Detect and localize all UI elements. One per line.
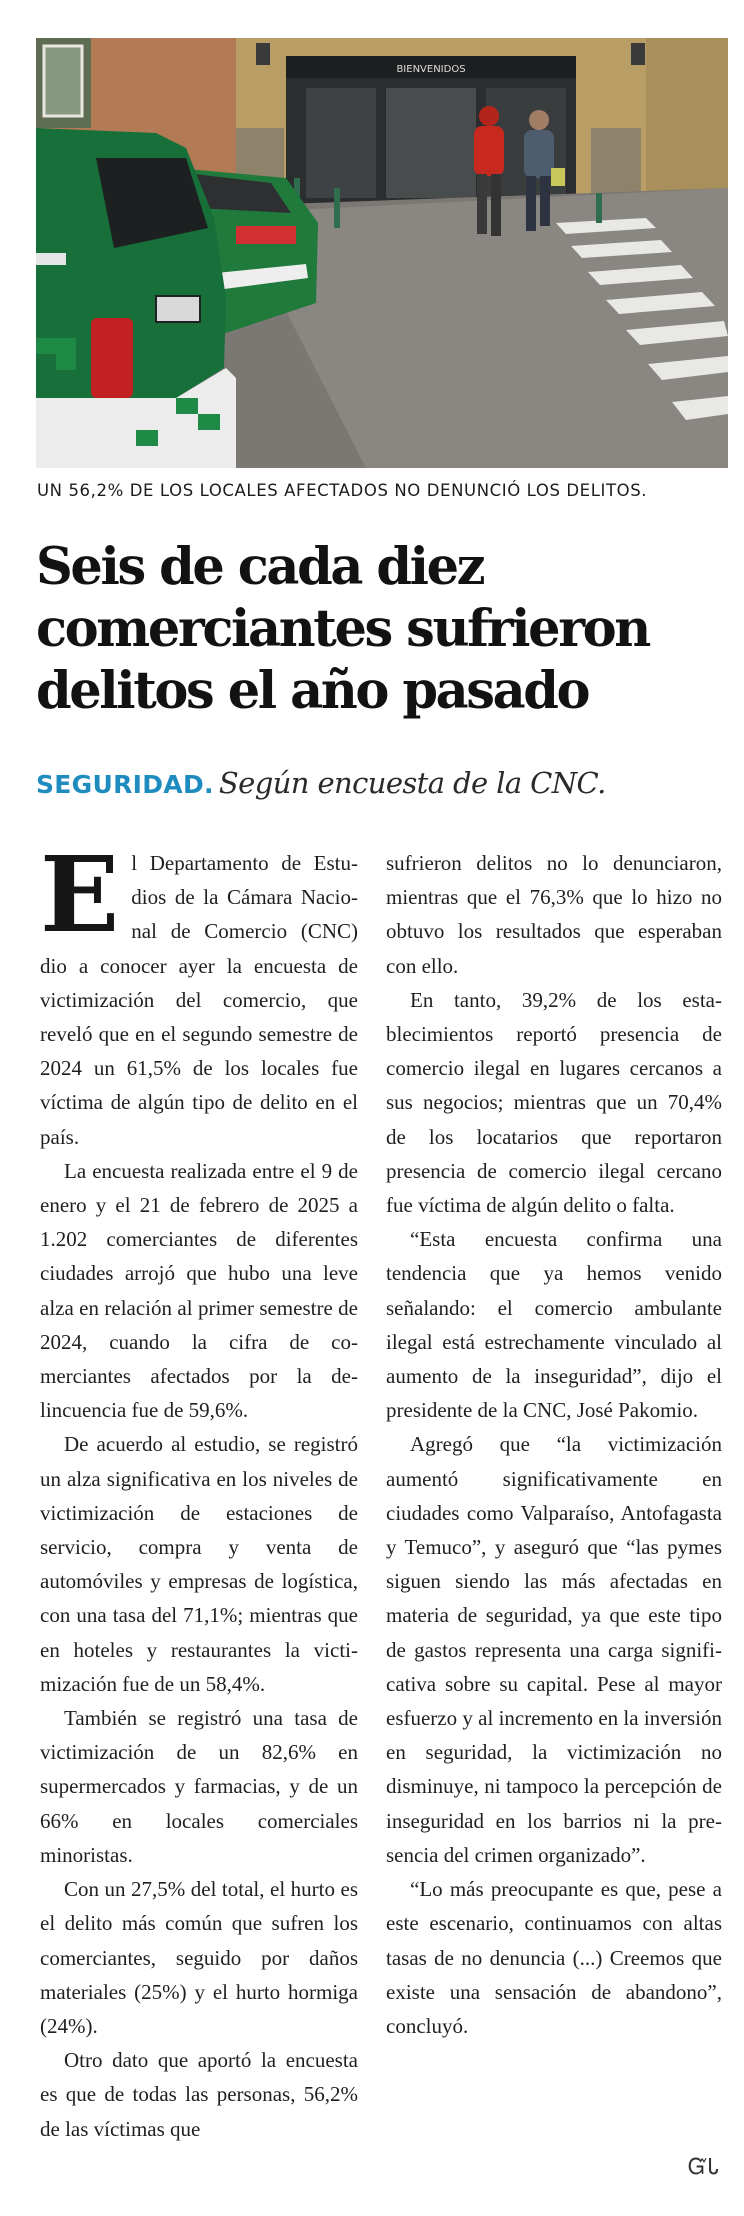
section-label: SEGURIDAD. <box>36 770 214 799</box>
paragraph: sufrieron delitos no lo denunciaron, mientras que el 76,3% que lo hizo no obtuvo los resultados que esperaban con ello. <box>386 851 722 978</box>
drop-cap: E <box>40 833 120 956</box>
article-column-1 <box>40 833 358 2146</box>
paragraph-text: l Departamento de Estudios de la Cámara Nacional de Comercio (CNC) dio a conocer ayer la encuesta de victimización del comercio, que reveló que en el segundo semestre de 2024 un 61,5% de los locales fue víctima de algún tipo de delito en el país. <box>40 851 358 1149</box>
headline-line-2: comerciantes sufrieron <box>36 599 649 659</box>
paragraph: De acuerdo al estudio, se registró un alza significativa en los niveles de victimización de estaciones de servicio, compra y venta de automóviles y empresas de logística, con una tasa del 71,1%; mientras que en hoteles y restaurantes la victimización fue de un 58,4%. <box>40 1432 358 1696</box>
deck-text: Según encuesta de la CNC. <box>218 766 606 800</box>
storefront-sign: BIENVENIDOS <box>396 64 466 75</box>
paragraph: Otro dato que aportó la encuesta es que de todas las personas, 56,2% de las víctimas que <box>40 2048 358 2141</box>
article-column-2 <box>386 846 722 2043</box>
article-photo <box>36 38 728 468</box>
paragraph: Con un 27,5% del total, el hurto es el delito más común que sufren los comerciantes, seguido por daños materiales (25%) y el hurto hormiga (24%). <box>40 1877 358 2038</box>
end-mark-icon: ᏳᏓ <box>688 2155 720 2180</box>
paragraph: En tanto, 39,2% de los establecimientos reportó presencia de comercio ilegal en lugares cercanos a sus negocios; mientras que un 70,4% de los locatarios que reportaron presencia de comercio ilegal cercano fue víctima de algún delito o falta. <box>386 987 722 1218</box>
kicker <box>36 766 736 800</box>
storefront-scene <box>36 38 728 468</box>
paragraph: La encuesta realizada entre el 9 de enero y el 21 de febrero de 2025 a 1.202 comerciantes de diferentes ciudades arrojó que hubo una leve alza en relación al primer semestre de 2024, cuando la cifra de comerciantes afectados por la delincuencia fue de 59,6%. <box>40 1158 358 1423</box>
paragraph: Agregó que “la victimización aumentó significativamente en ciudades como Valparaíso, Antofagasta y Temuco”, y aseguró que “las pymes siguen siendo las más afectadas en materia de seguridad, ya que este tipo de gastos representa una carga significativa sobre su capital. Pese al mayor esfuerzo y al incremento en la inversión en seguridad, la victimización no disminuye, ni tampoco la percepción de inseguridad en los barrios ni la presencia del crimen organizado”. <box>386 1432 722 1867</box>
headline-line-1: Seis de cada diez <box>36 537 484 597</box>
headline <box>36 536 736 722</box>
headline-line-3: delitos el año pasado <box>36 661 589 721</box>
paragraph: “Esta encuesta confirma una tendencia que ya hemos venido señalando: el comercio ambulante ilegal está estrechamente vinculado al aumento de la inseguridad”, dijo el presidente de la CNC, José Pakomio. <box>386 1227 722 1423</box>
paragraph: “Lo más preocupante es que, pese a este escenario, continuamos con altas tasas de no denuncia (...) Creemos que existe una sensación de abandono”, concluyó. <box>386 1877 722 2038</box>
photo-caption: UN 56,2% DE LOS LOCALES AFECTADOS NO DENUNCIÓ LOS DELITOS. <box>37 481 648 500</box>
paragraph: También se registró una tasa de victimización de un 82,6% en supermercados y farmacias, y de un 66% en locales comerciales minoristas. <box>40 1706 358 1867</box>
paragraph <box>40 833 358 1154</box>
